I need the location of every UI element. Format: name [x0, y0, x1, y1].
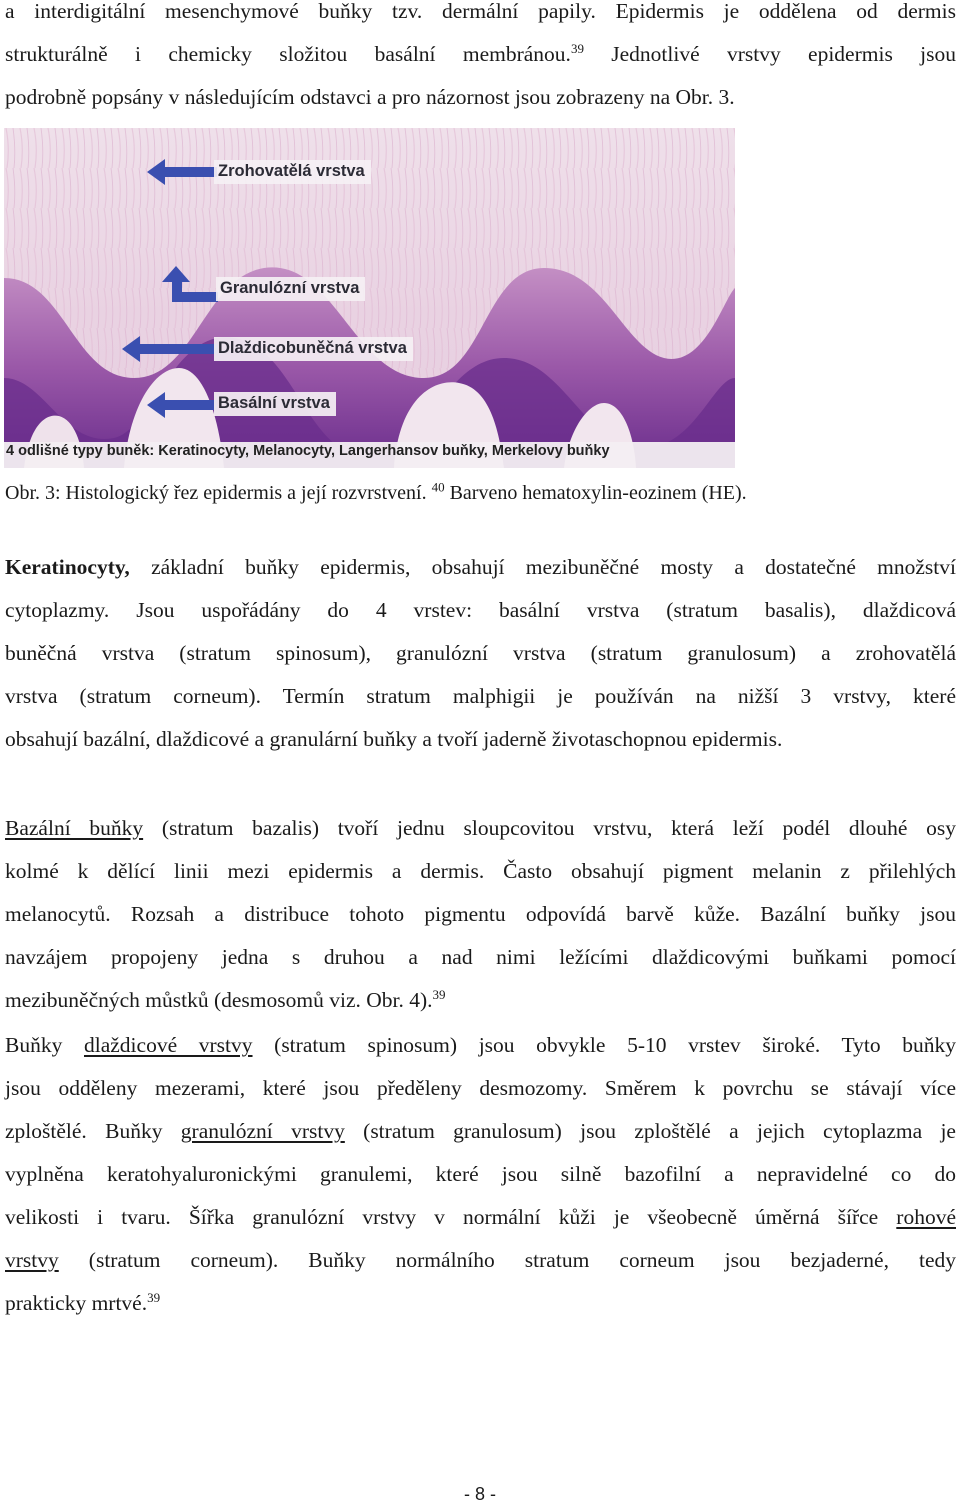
- arrow-up-icon: [162, 266, 218, 306]
- text-run: základní buňky epidermis, obsahují mezibuněčné mosty a dostatečné množství: [129, 555, 956, 579]
- underlined-term: dlaždicové vrstvy: [84, 1033, 253, 1057]
- arrow-left-icon: [122, 336, 218, 362]
- text-line: podrobně popsány v následujícím odstavci a pro názornost jsou zobrazeny na Obr. 3.: [5, 85, 735, 109]
- text-line: [5, 1239, 956, 1282]
- page-number: - 8 -: [463, 1484, 496, 1504]
- text-line: kolmé k dělící linii mezi epidermis a dermis. Často obsahují pigment melanin z přilehlých: [5, 859, 956, 883]
- text-line: navzájem propojeny jedna s druhou a nad nimi ležícími dlaždicovými buňkami pomocí: [5, 945, 956, 969]
- intro-paragraph: [5, 0, 956, 119]
- text-run: (stratum granulosum) jsou zploštělé a jejich cytoplazma je: [344, 1119, 956, 1143]
- text-run: prakticky mrtvé.: [5, 1291, 148, 1315]
- figure-caption: [5, 476, 747, 510]
- footnote-ref: 39: [570, 40, 584, 56]
- bold-term: Keratinocyty,: [5, 555, 130, 579]
- underlined-term: rohové: [896, 1205, 956, 1229]
- cell-types-label: 4 odlišné typy buněk: Keratinocyty, Melanocyty, Langerhansov buňky, Merkelovy buňky: [6, 443, 610, 459]
- text-line: jsou odděleny mezerami, které jsou předěleny desmozomy. Směrem k povrchu se stávají více: [5, 1076, 956, 1100]
- caption-text: Barveno hematoxylin-eozinem (HE).: [444, 482, 747, 504]
- label-stratum-spinosum: Dlaždicobuněčná vrstva: [214, 337, 413, 361]
- text-run: mezibuněčných můstků (desmosomů viz. Obr. 4).: [5, 988, 433, 1012]
- text-run: zploštělé. Buňky: [5, 1119, 181, 1143]
- histology-figure: [4, 128, 735, 468]
- spinous-granular-paragraph: [5, 1024, 956, 1325]
- label-stratum-corneum: Zrohovatělá vrstva: [214, 160, 371, 184]
- text-run: (stratum corneum). Buňky normálního stratum corneum jsou bezjaderné, tedy: [58, 1248, 956, 1272]
- footnote-ref: 39: [147, 1289, 161, 1305]
- underlined-term: Bazální buňky: [5, 816, 144, 840]
- text-run: (stratum spinosum) jsou obvykle 5-10 vrstev široké. Tyto buňky: [252, 1033, 957, 1057]
- arrow-left-icon: [147, 159, 217, 185]
- text-line: a interdigitální mesenchymové buňky tzv. dermální papily. Epidermis je oddělena od dermis: [5, 0, 956, 23]
- text-line: buněčná vrstva (stratum spinosum), granulózní vrstva (stratum granulosum) a zrohovatělá: [5, 641, 956, 665]
- text-run: Buňky: [5, 1033, 84, 1057]
- text-line: cytoplazmy. Jsou uspořádány do 4 vrstev: basální vrstva (stratum basalis), dlaždicová: [5, 598, 956, 622]
- text-line: [5, 979, 956, 1022]
- underlined-term: granulózní vrstvy: [180, 1119, 345, 1143]
- caption-text: Obr. 3: Histologický řez epidermis a její rozvrstvení.: [5, 482, 427, 504]
- text-line: [5, 1282, 956, 1325]
- footnote-ref: 39: [432, 986, 446, 1002]
- basal-cells-paragraph: [5, 807, 956, 1022]
- underlined-term: vrstvy: [5, 1248, 59, 1272]
- text-run: (stratum bazalis) tvoří jednu sloupcovitou vrstvu, která leží podél dlouhé osy: [143, 816, 957, 840]
- footnote-ref: 40: [431, 479, 445, 495]
- text-line: vyplněna keratohyaluronickými granulemi, které jsou silně bazofilní a nepravidelné co do: [5, 1162, 956, 1186]
- text-line: vrstva (stratum corneum). Termín stratum malphigii je používán na nižší 3 vrstvy, které: [5, 684, 956, 708]
- label-stratum-basale: Basální vrstva: [214, 392, 336, 416]
- text-line: [5, 1024, 956, 1067]
- text-line: [5, 1196, 956, 1239]
- text-line: melanocytů. Rozsah a distribuce tohoto pigmentu odpovídá barvě kůže. Bazální buňky jsou: [5, 902, 956, 926]
- text-line: obsahují bazální, dlaždicové a granulární buňky a tvoří jaderně životaschopnou epidermis.: [5, 727, 783, 751]
- text-line: [5, 807, 956, 850]
- text-run: velikosti i tvaru. Šířka granulózní vrstvy v normální kůži je všeobecně úměrná šířce: [5, 1205, 897, 1229]
- text-line: [5, 1110, 956, 1153]
- text-run: Jednotlivé vrstvy epidermis jsou: [583, 42, 956, 66]
- keratinocytes-paragraph: [5, 546, 956, 761]
- text-line: [5, 33, 956, 76]
- text-run: strukturálně i chemicky složitou basální membránou.: [5, 42, 571, 66]
- text-line: [5, 546, 956, 589]
- arrow-left-icon: [147, 392, 217, 418]
- label-stratum-granulosum: Granulózní vrstva: [216, 277, 365, 301]
